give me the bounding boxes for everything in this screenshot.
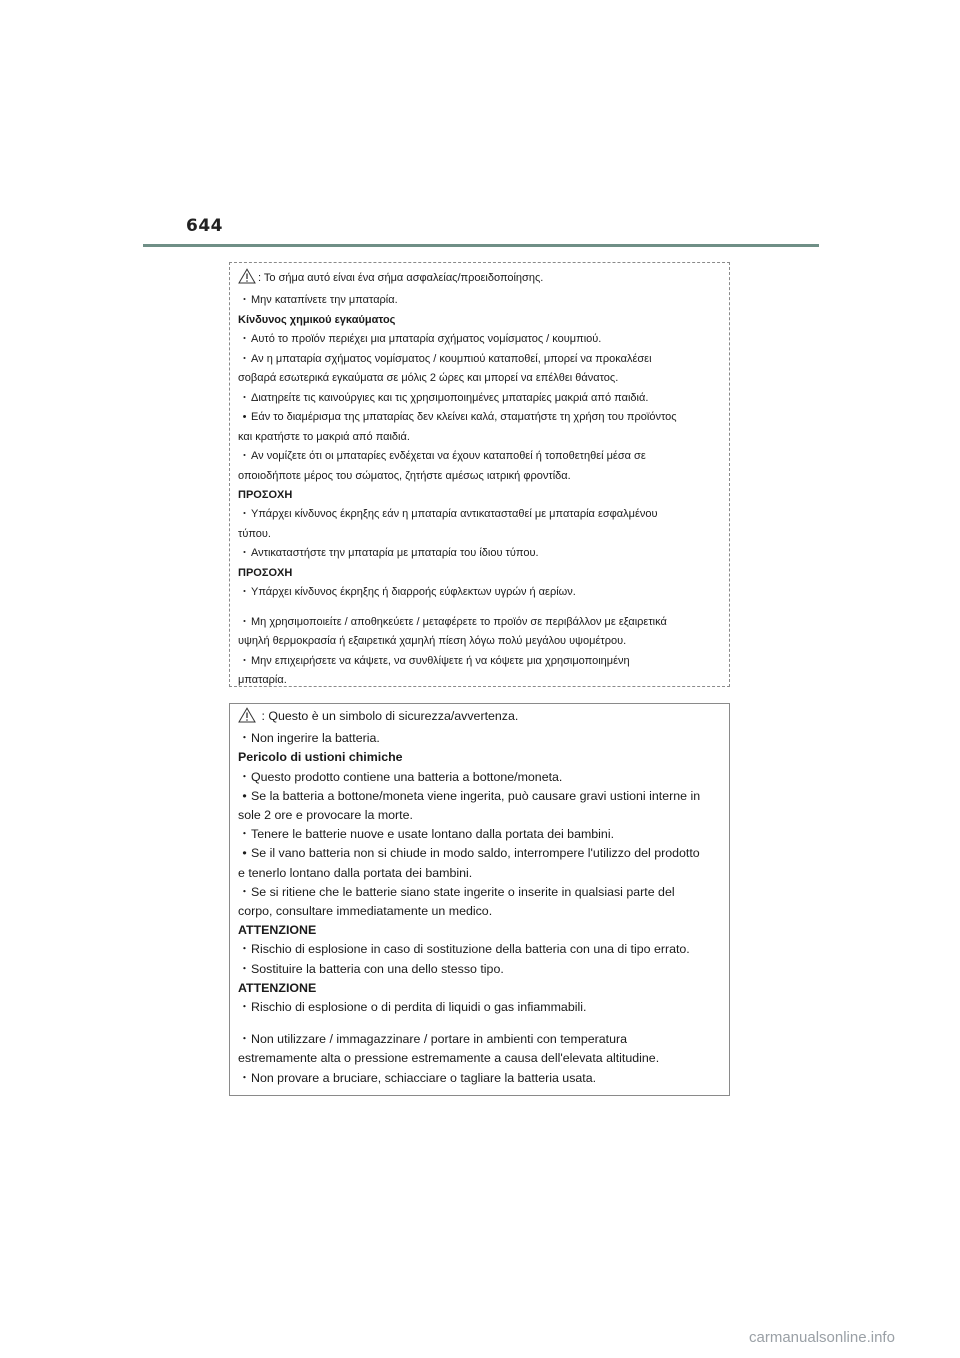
line-text: και κρατήστε το μακριά από παιδιά. — [238, 430, 410, 443]
line-text: τύπου. — [238, 527, 271, 540]
text-line — [238, 583, 721, 602]
bullet-mark: • — [242, 846, 247, 861]
text-line — [238, 1069, 721, 1088]
text-line — [238, 652, 721, 671]
bullet-mark: ・ — [239, 294, 250, 307]
line-text: Rischio di esplosione o di perdita di liquidi o gas infiammabili. — [251, 1000, 587, 1015]
line-text: ΠΡΟΣΟΧΗ — [238, 488, 293, 501]
text-line — [238, 505, 721, 524]
line-text: Se il vano batteria non si chiude in modo saldo, interrompere l'utilizzo del prodotto — [251, 846, 700, 861]
text-line — [238, 768, 721, 787]
text-line — [238, 268, 721, 291]
italian-warning-box — [229, 703, 730, 1096]
greek-warning-box — [229, 262, 730, 687]
line-text: Questo prodotto contiene una batteria a bottone/moneta. — [251, 769, 563, 784]
line-text: Αν η μπαταρία σχήματος νομίσματος / κουμπιού καταποθεί, μπορεί να προκαλέσει — [251, 352, 652, 365]
text-line — [238, 408, 721, 427]
bullet-mark: ・ — [239, 333, 250, 346]
warning-triangle-icon — [238, 707, 256, 729]
bullet-mark: ・ — [239, 654, 250, 667]
line-text: Εάν το διαμέρισμα της μπαταρίας δεν κλείνει καλά, σταματήστε τη χρήση του προϊόντος — [251, 411, 677, 424]
text-line — [238, 447, 721, 466]
line-text: Se la batteria a bottone/moneta viene ingerita, può causare gravi ustioni interne in — [251, 788, 701, 803]
text-line — [238, 940, 721, 959]
header-rule — [143, 244, 819, 247]
line-text: sole 2 ore e provocare la morte. — [238, 808, 413, 823]
section-heading — [238, 486, 721, 505]
bullet-mark: • — [242, 411, 247, 424]
text-line — [238, 844, 721, 863]
line-text: Non ingerire la batteria. — [251, 731, 380, 746]
text-line — [238, 330, 721, 349]
bullet-mark: ・ — [238, 731, 251, 746]
line-text: corpo, consultare immediatamente un medico. — [238, 904, 493, 919]
line-text: Sostituire la batteria con una dello stesso tipo. — [251, 961, 504, 976]
line-text: μπαταρία. — [238, 674, 287, 687]
line-text: Non provare a bruciare, schiacciare o tagliare la batteria usata. — [251, 1070, 597, 1085]
line-text: Αυτό το προϊόν περιέχει μια μπαταρία σχήματος νομίσματος / κουμπιού. — [251, 333, 602, 346]
line-text: : Questo è un simbolo di sicurezza/avvertenza. — [258, 709, 519, 723]
watermark: carmanualsonline.info — [749, 1329, 895, 1346]
text-line — [238, 883, 721, 902]
bullet-mark: ・ — [239, 615, 250, 628]
line-text: Μη χρησιμοποιείτε / αποθηκεύετε / μεταφέρετε το προϊόν σε περιβάλλον με εξαιρετικά — [251, 615, 667, 628]
line-text: Tenere le batterie nuove e usate lontano dalla portata dei bambini. — [251, 827, 615, 842]
text-line — [238, 825, 721, 844]
text-line — [238, 806, 721, 825]
line-text: υψηλή θερμοκρασία ή εξαιρετικά χαμηλή πίεση λόγω πολύ μεγάλου υψομέτρου. — [238, 635, 627, 648]
warning-triangle-icon — [238, 268, 256, 291]
text-line — [238, 902, 721, 921]
text-line — [238, 544, 721, 563]
line-text: Αν νομίζετε ότι οι μπαταρίες ενδέχεται να έχουν καταποθεί ή τοποθετηθεί μέσα σε — [251, 450, 646, 463]
text-line — [238, 389, 721, 408]
text-line — [238, 960, 721, 979]
blank-spacer — [238, 603, 721, 613]
bullet-mark: ・ — [239, 547, 250, 560]
text-line — [238, 428, 721, 447]
bullet-mark: ・ — [238, 1032, 251, 1047]
text-line — [238, 998, 721, 1017]
text-line — [238, 1030, 721, 1049]
bullet-mark: • — [242, 788, 247, 803]
line-text: Se si ritiene che le batterie siano state ingerite o inserite in qualsiasi parte del — [251, 884, 675, 899]
line-text: : Το σήμα αυτό είναι ένα σήμα ασφαλείας/προειδοποίησης. — [258, 272, 544, 284]
bullet-mark: ・ — [238, 769, 251, 784]
line-text: e tenerlo lontano dalla portata dei bambini. — [238, 865, 473, 880]
section-heading — [238, 921, 721, 940]
line-text: Μην επιχειρήσετε να κάψετε, να συνθλίψετε ή να κόψετε μια χρησιμοποιημένη — [251, 654, 630, 667]
line-text: σοβαρά εσωτερικά εγκαύματα σε μόλις 2 ώρες και μπορεί να επέλθει θάνατος. — [238, 372, 619, 385]
bullet-mark: ・ — [238, 1070, 251, 1085]
bullet-mark: ・ — [239, 508, 250, 521]
blank-spacer — [238, 1017, 721, 1030]
text-line — [238, 291, 721, 310]
page-number: 644 — [186, 216, 223, 236]
line-text: Rischio di esplosione in caso di sostituzione della batteria con una di tipo errato. — [251, 942, 690, 957]
line-text: ATTENZIONE — [238, 980, 317, 995]
text-line — [238, 671, 721, 690]
bullet-mark: ・ — [239, 391, 250, 404]
line-text: ΠΡΟΣΟΧΗ — [238, 566, 293, 579]
text-line — [238, 613, 721, 632]
line-text: Μην καταπίνετε την μπαταρία. — [251, 294, 398, 307]
line-text: Pericolo di ustioni chimiche — [238, 750, 403, 765]
line-text: Διατηρείτε τις καινούργιες και τις χρησιμοποιημένες μπαταρίες μακριά από παιδιά. — [251, 391, 649, 404]
text-line — [238, 632, 721, 651]
bullet-mark: ・ — [238, 1000, 251, 1015]
line-text: Κίνδυνος χημικού εγκαύματος — [238, 313, 396, 326]
bullet-mark: ・ — [238, 942, 251, 957]
section-heading — [238, 748, 721, 767]
text-line — [238, 864, 721, 883]
section-heading — [238, 311, 721, 330]
line-text: estremamente alta o pressione estremamente a causa dell'elevata altitudine. — [238, 1051, 660, 1066]
line-text: οποιοδήποτε μέρος του σώματος, ζητήστε αμέσως ιατρική φροντίδα. — [238, 469, 571, 482]
text-line — [238, 525, 721, 544]
bullet-mark: ・ — [238, 961, 251, 976]
section-heading — [238, 979, 721, 998]
text-line — [238, 707, 721, 729]
line-text: ATTENZIONE — [238, 923, 317, 938]
bullet-mark: ・ — [239, 586, 250, 599]
text-line — [238, 1049, 721, 1068]
bullet-mark: ・ — [239, 352, 250, 365]
text-line — [238, 467, 721, 486]
text-line — [238, 369, 721, 388]
text-line — [238, 787, 721, 806]
line-text: Αντικαταστήστε την μπαταρία με μπαταρία του ίδιου τύπου. — [251, 547, 539, 560]
line-text: Non utilizzare / immagazzinare / portare in ambienti con temperatura — [251, 1032, 628, 1047]
line-text: Υπάρχει κίνδυνος έκρηξης ή διαρροής εύφλεκτων υγρών ή αερίων. — [251, 586, 576, 599]
text-line — [238, 729, 721, 748]
bullet-mark: ・ — [238, 827, 251, 842]
bullet-mark: ・ — [239, 450, 250, 463]
line-text: Υπάρχει κίνδυνος έκρηξης εάν η μπαταρία αντικατασταθεί με μπαταρία εσφαλμένου — [251, 508, 658, 521]
bullet-mark: ・ — [238, 884, 251, 899]
text-line — [238, 350, 721, 369]
section-heading — [238, 564, 721, 583]
